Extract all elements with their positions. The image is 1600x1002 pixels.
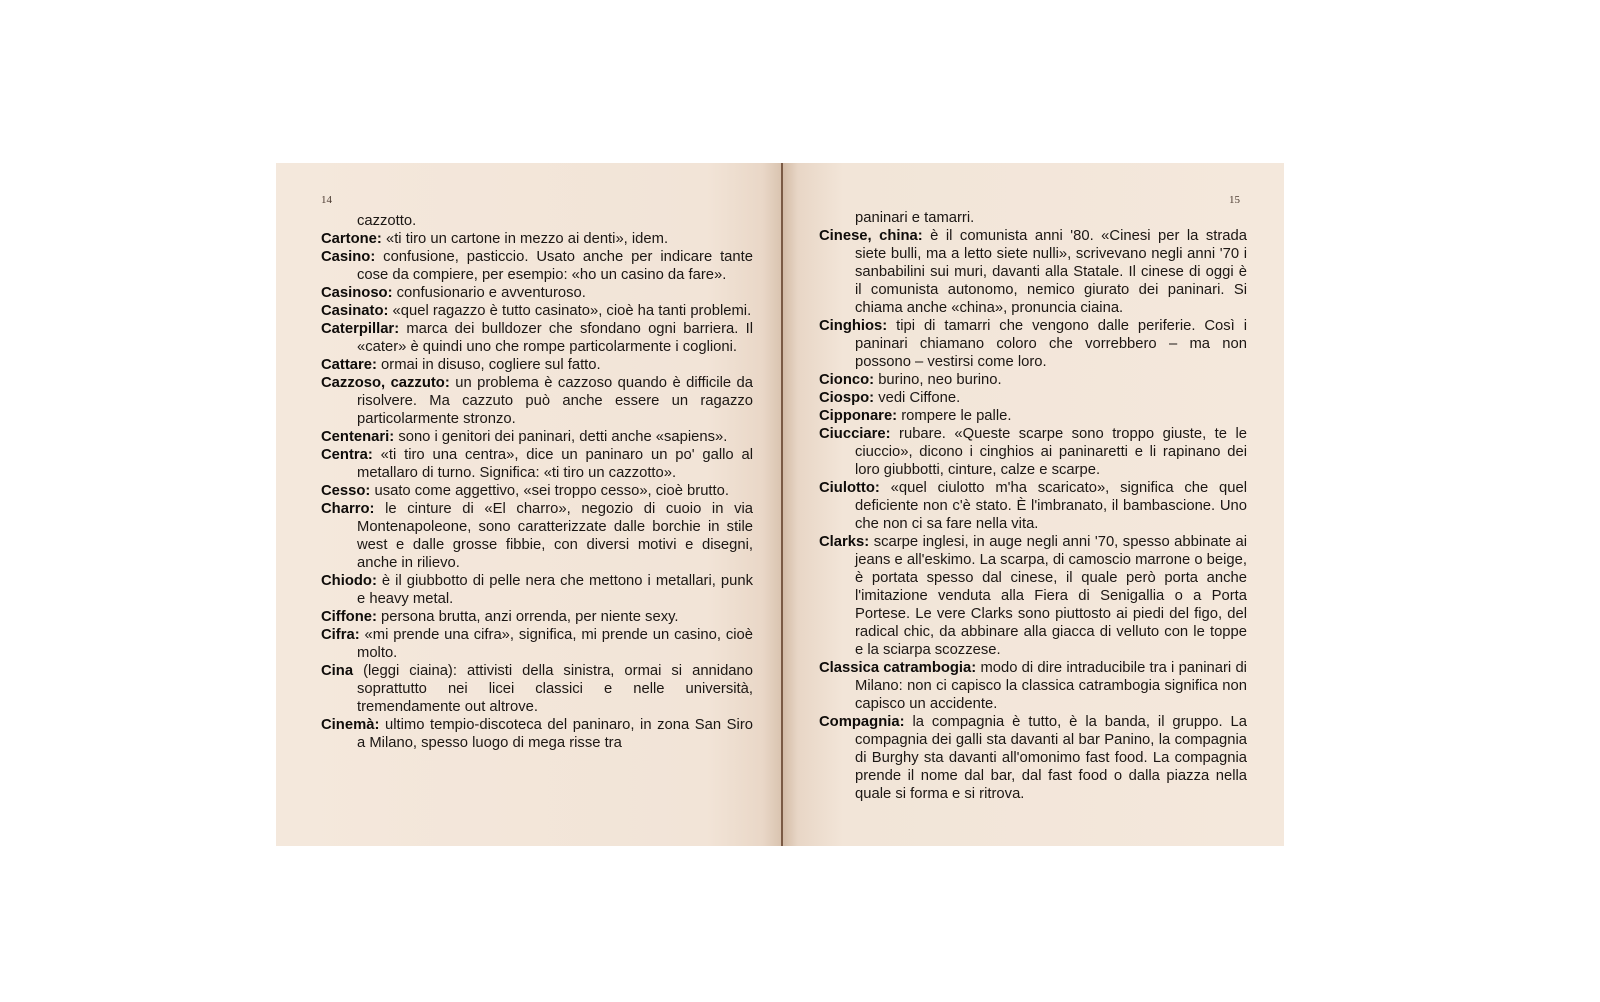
entry-term: Cesso: <box>321 483 371 499</box>
entry-definition: la compagnia è tutto, è la banda, il gruppo. La compagnia dei galli sta davanti al bar Panino, la compagnia di Burghy sta davanti all'omonimo fast food. La compagnia prende il nome dal bar, dal fast food o dalla piazza nella quale si forma e si ritrova. <box>855 714 1247 802</box>
entry-term: Cinese, china: <box>819 228 923 244</box>
entry-definition: ultimo tempio-discoteca del paninaro, in zona San Siro a Milano, spesso luogo di mega risse tra <box>357 717 753 751</box>
entry-definition: marca dei bulldozer che sfondano ogni barriera. Il «cater» è quindi uno che rompe particolarmente i coglioni. <box>357 321 753 355</box>
dictionary-entry <box>819 659 1247 713</box>
dictionary-entry <box>819 317 1247 371</box>
dictionary-entry <box>321 446 753 482</box>
entry-definition: «mi prende una cifra», significa, mi prende un casino, cioè molto. <box>357 627 753 661</box>
dictionary-entry <box>819 533 1247 659</box>
entry-definition: scarpe inglesi, in auge negli anni '70, spesso abbinate ai jeans e all'eskimo. La scarpa, di camoscio marrone o beige, è portata spesso dal cinese, il quale però porta anche l'imitazione venduta alla Fiera di Senigallia o a Porta Portese. Le vere Clarks sono piuttosto ai piedi del figo, del radical chic, da abbinare alla giacca di velluto con le toppe e la sciarpa scozzese. <box>855 534 1247 658</box>
entry-term: Cattare: <box>321 357 377 373</box>
entry-definition: tipi di tamarri che vengono dalle periferie. Così i paninari chiamano coloro che vorrebbero – ma non possono – vestirsi come loro. <box>855 318 1247 370</box>
dictionary-entry <box>819 371 1247 389</box>
entry-term: Charro: <box>321 501 375 517</box>
entry-term: Cinemà: <box>321 717 380 733</box>
dictionary-entry <box>321 662 753 716</box>
entry-term: Cazzoso, cazzuto: <box>321 375 450 391</box>
entry-term: Ciulotto: <box>819 480 880 496</box>
dictionary-entry <box>321 428 753 446</box>
entry-definition: «quel ragazzo è tutto casinato», cioè ha tanti problemi. <box>392 303 752 319</box>
right-page <box>783 163 1284 846</box>
entry-definition: «quel ciulotto m'ha scaricato», significa che quel deficiente non c'è stato. È l'imbranato, il bambascione. Uno che non ci sa fare nella vita. <box>855 480 1247 532</box>
dictionary-entry <box>819 407 1247 425</box>
entry-term: Casino: <box>321 249 376 265</box>
entry-term: Clarks: <box>819 534 870 550</box>
entry-term: Caterpillar: <box>321 321 400 337</box>
entry-term: Centenari: <box>321 429 395 445</box>
entry-definition: modo di dire intraducibile tra i paninari di Milano: non ci capisco la classica catrambogia significa non capisco un accidente. <box>855 660 1247 712</box>
entry-definition: burino, neo burino. <box>878 372 1002 388</box>
left-page-text <box>321 212 753 752</box>
entry-term: Cifra: <box>321 627 360 643</box>
entry-term: Centra: <box>321 447 373 463</box>
dictionary-entry <box>321 320 753 356</box>
continuation-text: cazzotto. <box>357 213 417 229</box>
entry-term: Ciffone: <box>321 609 377 625</box>
dictionary-entry <box>321 500 753 572</box>
entry-definition: un problema è cazzoso quando è difficile da risolvere. Ma cazzuto può anche essere un ragazzo particolarmente stronzo. <box>357 375 753 427</box>
entry-term: Cinghios: <box>819 318 888 334</box>
dictionary-entry <box>321 248 753 284</box>
entry-definition: rubare. «Queste scarpe sono troppo giuste, te le ciuccio», dicono i cinghios ai paninaretti e li rapinano dei loro giubbotti, cinture, calze e scarpe. <box>855 426 1247 478</box>
continuation-text: paninari e tamarri. <box>855 210 975 226</box>
left-page <box>276 163 783 846</box>
entry-term: Ciucciare: <box>819 426 891 442</box>
open-book <box>276 163 1284 846</box>
entry-term: Cipponare: <box>819 408 898 424</box>
dictionary-entry <box>321 284 753 302</box>
dictionary-entry <box>321 302 753 320</box>
page-number-right: 15 <box>1229 194 1240 206</box>
entry-term: Chiodo: <box>321 573 377 589</box>
right-page-text <box>819 209 1247 803</box>
dictionary-entry <box>321 482 753 500</box>
entry-definition: ormai in disuso, cogliere sul fatto. <box>381 357 601 373</box>
entry-definition: «ti tiro una centra», dice un paninaro un po' gallo al metallaro di turno. Significa: «ti tiro un cazzotto». <box>357 447 753 481</box>
entry-term: Casinoso: <box>321 285 393 301</box>
dictionary-entry <box>321 716 753 752</box>
dictionary-entry <box>819 389 1247 407</box>
entry-definition: (leggi ciaina): attivisti della sinistra, ormai si annidano soprattutto nei licei classici e nelle università, tremendamente out altrove. <box>357 663 753 715</box>
dictionary-entry <box>819 479 1247 533</box>
dictionary-entry <box>819 425 1247 479</box>
page-number-left: 14 <box>321 194 332 206</box>
entry-definition: le cinture di «El charro», negozio di cuoio in via Montenapoleone, sono caratterizzate dalle borchie in stile west e dalle grosse fibbie, con diversi motivi e disegni, anche in rilievo. <box>357 501 753 571</box>
entry-definition: è il comunista anni '80. «Cinesi per la strada siete bulli, ma a letto siete nulli», scrivevano negli anni '70 i sanbabilini sui muri, davanti alla Statale. Il cinese di oggi è il comunista autonomo, nemico giurato dei paninari. Si chiama anche «china», pronuncia ciaina. <box>855 228 1247 316</box>
dictionary-entry <box>321 356 753 374</box>
entry-term: Cina <box>321 663 354 679</box>
entry-term: Ciospo: <box>819 390 875 406</box>
dictionary-entry <box>321 626 753 662</box>
entry-definition: confusione, pasticcio. Usato anche per indicare tante cose da compiere, per esempio: «ho un casino da fare». <box>357 249 753 283</box>
dictionary-entry <box>321 608 753 626</box>
entry-term: Cartone: <box>321 231 382 247</box>
entry-term: Classica catrambogia: <box>819 660 977 676</box>
dictionary-entry <box>819 713 1247 803</box>
entry-definition: rompere le palle. <box>901 408 1012 424</box>
dictionary-entry <box>321 374 753 428</box>
entry-definition: è il giubbotto di pelle nera che mettono i metallari, punk e heavy metal. <box>357 573 753 607</box>
dictionary-entry <box>321 230 753 248</box>
entry-definition: usato come aggettivo, «sei troppo cesso», cioè brutto. <box>374 483 729 499</box>
entry-definition: persona brutta, anzi orrenda, per niente sexy. <box>381 609 679 625</box>
entry-definition: «ti tiro un cartone in mezzo ai denti», idem. <box>385 231 669 247</box>
entry-term: Compagnia: <box>819 714 905 730</box>
entry-definition: sono i genitori dei paninari, detti anche «sapiens». <box>398 429 728 445</box>
entry-definition: vedi Ciffone. <box>878 390 961 406</box>
entry-term: Cionco: <box>819 372 875 388</box>
dictionary-entry <box>321 572 753 608</box>
entry-definition: confusionario e avventuroso. <box>396 285 586 301</box>
entry-term: Casinato: <box>321 303 389 319</box>
dictionary-entry <box>819 227 1247 317</box>
